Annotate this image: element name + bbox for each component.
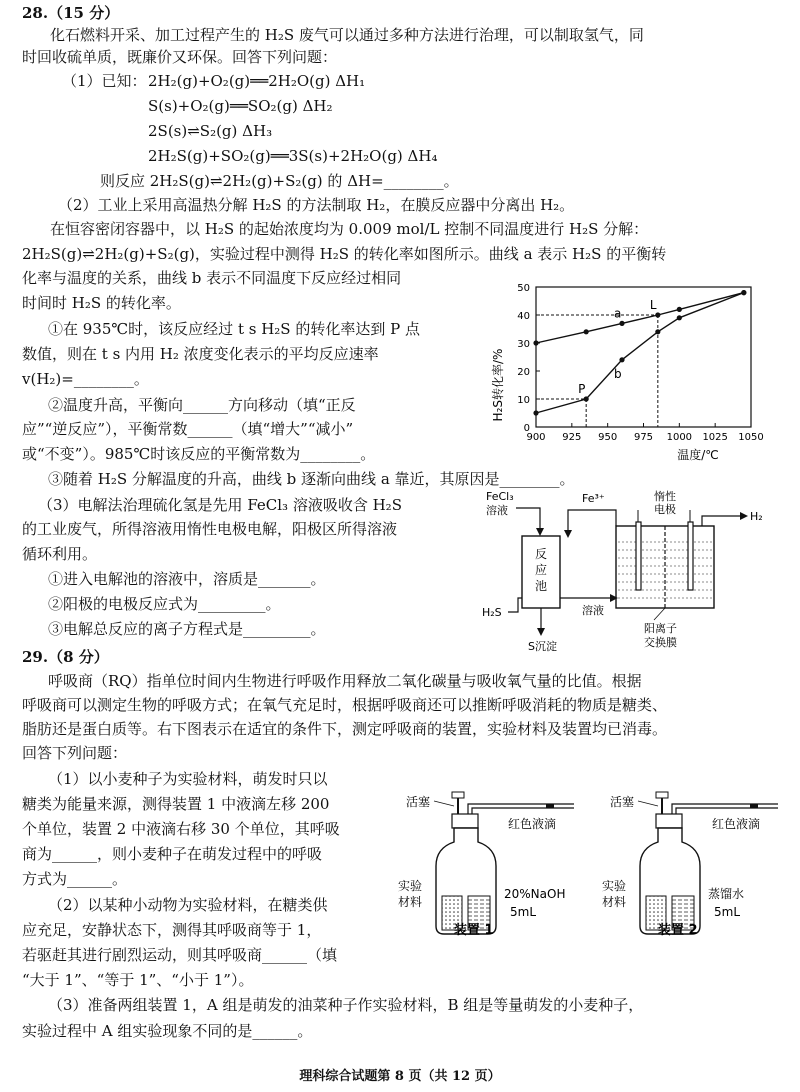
- red-droplet: [750, 804, 758, 808]
- glass-tube: [468, 804, 574, 814]
- x-tick-label: 1050: [738, 432, 764, 443]
- reactor-label: 池: [534, 579, 548, 593]
- q29-intro-line: 呼吸商可以测定生物的呼吸方式；在氧气充足时，根据呼吸商还可以推断呼吸消耗的物质是糖类、: [22, 696, 668, 714]
- q28-part3-line: ①进入电解池的溶液中，溶质是_______。: [48, 570, 326, 588]
- inert-electrode-label-2: 电极: [654, 503, 676, 516]
- glass-tube: [676, 808, 778, 814]
- q28-part3-line: （3）电解法治理硫化氢是先用 FeCl₃ 溶液吸收含 H₂S: [38, 496, 402, 514]
- electrolysis-diagram: [478, 486, 768, 656]
- droplet-label: 红色液滴: [508, 817, 557, 831]
- q28-part3-line: 的工业废气，所得溶液用惰性电极电解，阳极区所得溶液: [22, 520, 398, 538]
- q29-intro-line: 呼吸商（RQ）指单位时间内生物进行呼吸作用释放二氧化碳量与吸收氧气量的比值。根据: [48, 672, 642, 690]
- plot-frame: [536, 287, 751, 427]
- h2-label: H₂: [750, 510, 763, 523]
- q29-part3-line: 实验过程中 A 组实验现象不同的是______。: [22, 1022, 313, 1040]
- fe-return-line: [568, 510, 616, 536]
- fecl3-label: FeCl₃: [486, 490, 514, 503]
- q29-part1-line: （1）以小麦种子为实验材料，萌发时只以: [48, 770, 328, 788]
- page-footer: 理科综合试题第 8 页（共 12 页）: [299, 1069, 501, 1084]
- water-label: 蒸馏水: [708, 887, 745, 901]
- point-P-label: P: [578, 382, 586, 396]
- series-b-line: [536, 293, 744, 413]
- equation-3: 2S(s)⇌S₂(g) ΔH₃: [148, 122, 273, 140]
- stopcock-label: 活塞: [610, 795, 635, 809]
- series-b-point: [741, 290, 746, 295]
- reactor-label: 应: [534, 563, 548, 577]
- chart-ylabel: H₂S转化率/%: [491, 348, 505, 422]
- arrow-icon: [536, 528, 544, 536]
- y-tick-label: 0: [523, 423, 530, 434]
- x-tick-label: 900: [526, 432, 546, 443]
- series-a-label: a: [614, 306, 622, 321]
- h2-outlet-line: [702, 516, 742, 526]
- q28-part2-line: ①在 935℃时，该反应经过 t s H₂S 的转化率达到 P 点: [48, 320, 420, 338]
- q29-part1-line: 糖类为能量来源，测得装置 1 中液滴左移 200: [22, 795, 330, 813]
- q28-part2-line: ②温度升高，平衡向______方向移动（填“正反: [48, 396, 356, 414]
- volume-label: 5mL: [714, 905, 741, 919]
- q29-intro-line: 回答下列问题：: [22, 744, 128, 762]
- s-precipitate-label: S沉淀: [528, 640, 557, 653]
- chart-axes: [517, 283, 763, 443]
- series-a-point: [584, 329, 589, 334]
- arrow-icon: [740, 512, 748, 520]
- device-1: [398, 792, 574, 938]
- equation-1: 2H₂(g)+O₂(g)══2H₂O(g) ΔH₁: [148, 72, 366, 90]
- q28-part2-line: （2）工业上采用高温热分解 H₂S 的方法制取 H₂，在膜反应器中分离出 H₂。: [58, 196, 575, 214]
- fe-ion-label: Fe³⁺: [582, 492, 605, 505]
- solution-label: 溶液: [582, 604, 604, 617]
- x-tick-label: 950: [598, 432, 618, 443]
- electrode-left: [636, 522, 641, 590]
- y-tick-label: 20: [517, 367, 530, 378]
- q28-part2-line: 在恒容密闭容器中，以 H₂S 的起始浓度均为 0.009 mol/L 控制不同温度进行 H₂S 分解：: [50, 220, 649, 238]
- series-a-line: [536, 293, 744, 343]
- x-tick-label: 1025: [702, 432, 728, 443]
- y-tick-label: 40: [517, 311, 530, 322]
- fecl3-label-2: 溶液: [486, 504, 508, 517]
- material-label: 实验: [602, 879, 627, 893]
- stopper: [656, 814, 682, 828]
- q29-header: 29.（8 分）: [22, 648, 109, 666]
- q29-part2-line: （2）以某种小动物为实验材料，在糖类供: [48, 896, 328, 914]
- material-label: 实验: [398, 879, 423, 893]
- material-label-2: 材料: [602, 895, 627, 909]
- q29-part1-line: 个单位，装置 2 中液滴右移 30 个单位，其呼吸: [22, 820, 340, 838]
- red-droplet: [546, 804, 554, 808]
- q28-part1-question: 则反应 2H₂S(g)⇌2H₂(g)+S₂(g) 的 ΔH=________。: [100, 172, 459, 190]
- device-2-label: 装置 2: [658, 923, 698, 938]
- series-b-point: [533, 410, 538, 415]
- membrane-label: 阳离子: [644, 622, 677, 635]
- stopcock-label: 活塞: [406, 795, 431, 809]
- q28-part3-line: ③电解总反应的离子方程式是_________。: [48, 620, 326, 638]
- q28-part2-line: 或“不变”）。985℃时该反应的平衡常数为________。: [22, 445, 376, 463]
- series-a-point: [677, 307, 682, 312]
- point-L-label: L: [649, 298, 657, 312]
- h2s-label: H₂S: [482, 606, 502, 619]
- h2s-inlet-line: [508, 598, 522, 612]
- q29-part2-line: “大于 1”、“等于 1”、“小于 1”）。: [22, 971, 254, 989]
- electrode-right: [688, 522, 693, 590]
- naoh-label: 20%NaOH: [504, 887, 566, 901]
- glass-tube: [472, 808, 574, 814]
- q28-part2-line: v(H₂)=________。: [22, 370, 149, 388]
- series-a-point: [655, 312, 660, 317]
- q29-part3-line: （3）准备两组装置 1，A 组是萌发的油菜种子作实验材料，B 组是等量萌发的小麦种子，: [48, 996, 644, 1014]
- series-b-point: [677, 315, 682, 320]
- volume-label: 5mL: [510, 905, 537, 919]
- q28-intro-line: 时回收硫单质，既廉价又环保。回答下列问题：: [22, 48, 338, 66]
- q28-part3-line: 循环利用。: [22, 545, 98, 563]
- chart-xlabel: 温度/℃: [677, 448, 719, 462]
- series-b-label: b: [614, 366, 622, 381]
- y-tick-label: 50: [517, 283, 530, 294]
- glass-tube: [672, 804, 778, 814]
- series-b-point: [619, 357, 624, 362]
- q29-part1-line: 方式为______。: [22, 870, 128, 888]
- stopcock-pointer: [434, 801, 454, 806]
- device-2: [602, 792, 778, 938]
- q28-part1-label: （1）已知：: [62, 72, 147, 90]
- x-tick-label: 925: [562, 432, 582, 443]
- q28-header: 28.（15 分）: [22, 4, 120, 22]
- arrow-icon: [564, 530, 572, 538]
- stopcock-valve: [452, 792, 464, 798]
- series-b-point: [584, 396, 589, 401]
- q28-intro-line: 化石燃料开采、加工过程产生的 H₂S 废气可以通过多种方法进行治理，可以制取氢气，同: [50, 26, 644, 44]
- stopcock-valve: [656, 792, 668, 798]
- q28-part2-line: 数值，则在 t s 内用 H₂ 浓度变化表示的平均反应速率: [22, 345, 379, 363]
- series-a-point: [619, 321, 624, 326]
- conversion-rate-chart: [466, 275, 766, 475]
- x-tick-label: 975: [633, 432, 654, 443]
- q28-part2-line: 时间时 H₂S 的转化率。: [22, 294, 181, 312]
- q28-part2-line: ③随着 H₂S 分解温度的升高，曲线 b 逐渐向曲线 a 靠近，其原因是________。: [48, 470, 575, 488]
- y-tick-label: 10: [517, 395, 530, 406]
- arrow-icon: [537, 628, 545, 636]
- q29-intro-line: 脂肪还是蛋白质等。右下图表示在适宜的条件下，测定呼吸商的装置，实验材料及装置均已消毒。: [22, 720, 668, 738]
- q28-part3-line: ②阳极的电极反应式为_________。: [48, 595, 281, 613]
- chart-series: [533, 290, 746, 416]
- membrane-label-2: 交换膜: [644, 636, 677, 649]
- series-a-point: [533, 340, 538, 345]
- q29-part1-line: 商为______，则小麦种子在萌发过程中的呼吸: [22, 845, 323, 863]
- q28-part2-line: 2H₂S(g)⇌2H₂(g)+S₂(g)，实验过程中测得 H₂S 的转化率如图所示。曲线 a 表示 H₂S 的平衡转: [22, 245, 667, 263]
- q28-part2-line: 应”“逆反应”），平衡常数______（填“增大”“减小”: [22, 420, 354, 438]
- inert-electrode-label: 惰性: [654, 490, 676, 503]
- device-1-label: 装置 1: [454, 923, 494, 938]
- droplet-label: 红色液滴: [712, 817, 761, 831]
- stopper: [452, 814, 478, 828]
- x-tick-label: 1000: [666, 432, 693, 443]
- stopcock-pointer: [638, 801, 658, 806]
- equation-4: 2H₂S(g)+SO₂(g)══3S(s)+2H₂O(g) ΔH₄: [148, 147, 438, 165]
- material-label-2: 材料: [398, 895, 423, 909]
- q28-part2-line: 化率与温度的关系，曲线 b 表示不同温度下反应经过相同: [22, 269, 402, 287]
- reactor-label: 反: [534, 547, 548, 561]
- q29-part2-line: 应充足，安静状态下，测得其呼吸商等于 1，: [22, 921, 322, 939]
- fecl3-inlet-line: [516, 508, 540, 534]
- respirometer-diagram: [396, 786, 786, 946]
- series-b-point: [655, 329, 660, 334]
- membrane-pointer: [654, 608, 665, 620]
- q29-part2-line: 若驱赶其进行剧烈运动，则其呼吸商______（填: [22, 946, 338, 964]
- y-tick-label: 30: [517, 339, 530, 350]
- equation-2: S(s)+O₂(g)══SO₂(g) ΔH₂: [148, 97, 333, 115]
